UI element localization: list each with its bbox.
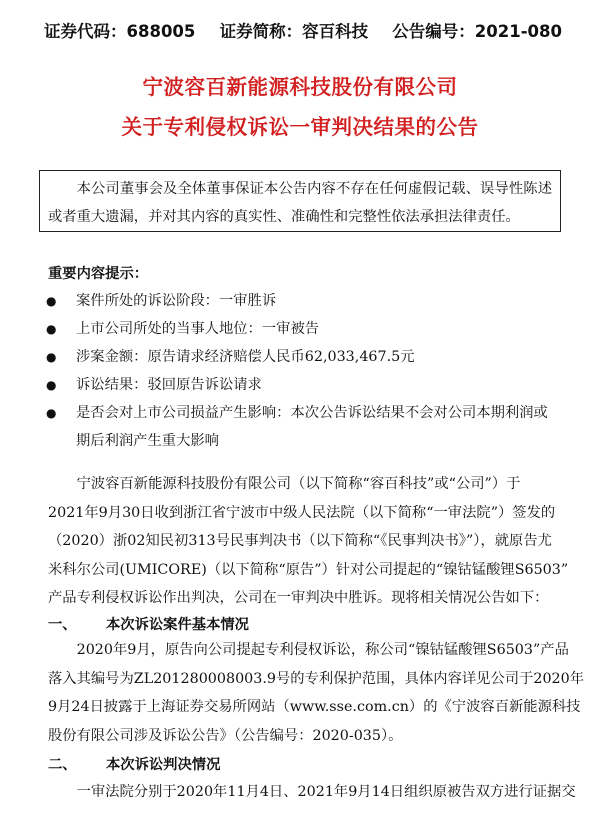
list-item-text: 上市公司所处的当事人地位：一审被告 [76,321,320,337]
key-points-heading: 重要内容提示： [48,266,149,282]
list-item [46,371,566,399]
paragraph-line: 2020年9月，原告向公司提起专利侵权诉讼，称公司“镍钴锰酸锂S6503”产品 [76,642,569,658]
paragraph-line: 宁波容百新能源科技股份有限公司（以下简称“容百科技”或“公司”）于 [76,476,521,492]
paragraph-line: 股份有限公司涉及诉讼公告》（公告编号：2020-035）。 [48,727,403,744]
section-number: 一、 [48,617,77,633]
paragraph-line: （2020）浙02知民初313号民事判决书（以下简称“《民事判决书》”），就原告尤 [48,533,552,549]
bullet-icon: ● [46,406,57,420]
bullet-icon: ● [46,322,57,336]
list-item [46,287,566,315]
section-1-paragraph [48,636,585,750]
list-item-line: 期后利润产生重大影响 [76,433,219,449]
paragraph-line: 9月24日披露于上海证券交易所网站（www.sse.com.cn）的《宁波容百新能源科技 [48,699,581,715]
list-item-text: 案件所处的诉讼阶段：一审胜诉 [76,293,277,309]
stock-abbreviation: 证券简称：容百科技 [219,22,369,41]
section-number: 二、 [48,757,77,773]
stock-code: 证券代码：688005 [44,22,196,41]
paragraph-line: 产品专利侵权诉讼作出判决，公司在一审判决中胜诉。现将相关情况公告如下： [48,590,549,606]
section-title: 本次诉讼案件基本情况 [106,617,249,633]
announcement-number: 公告编号：2021-080 [392,22,562,41]
list-item-line: 是否会对上市公司损益产生影响：本次公告诉讼结果不会对公司本期利润或 [76,405,548,421]
section-title: 本次诉讼判决情况 [106,757,221,773]
board-statement-line-1: 本公司董事会及全体董事保证本公告内容不存在任何虚假记载、误导性陈述 [76,181,552,197]
list-item [46,343,566,371]
paragraph-line: 一审法院分别于2020年11月4日、2021年9月14日组织原被告双方进行证据交 [76,784,576,800]
key-points-list [46,287,566,455]
list-item-text: 诉讼结果：驳回原告诉讼请求 [76,377,262,393]
paragraph-line: 米科尔公司(UMICORE)（以下简称“原告”）针对公司提起的“镍钴锰酸锂S6503” [48,561,569,578]
list-item-text: 涉案金额：原告请求经济赔偿人民币62,033,467.5元 [76,349,415,365]
bullet-icon: ● [46,350,57,364]
paragraph-line: 落入其编号为ZL201280008003.9号的专利保护范围，具体内容详见公司于2020年 [48,670,585,687]
company-name-title: 宁波容百新能源科技股份有限公司 [142,75,458,99]
bullet-icon: ● [46,294,57,308]
board-statement-box [39,170,561,232]
announcement-header [44,18,562,42]
paragraph-line: 2021年9月30日收到浙江省宁波市中级人民法院（以下简称“一审法院”）签发的 [48,504,556,521]
list-item [46,399,566,455]
section-2-heading [48,754,220,774]
board-statement-line-2: 或者重大遗漏，并对其内容的真实性、准确性和完整性依法承担法律责任。 [48,209,520,225]
announcement-title: 关于专利侵权诉讼一审判决结果的公告 [121,115,479,139]
intro-paragraph [48,470,569,613]
board-statement-text [48,175,552,231]
section-1-heading [48,614,249,634]
list-item-text [76,399,566,455]
bullet-icon: ● [46,378,57,392]
section-2-paragraph [48,778,576,807]
list-item [46,315,566,343]
